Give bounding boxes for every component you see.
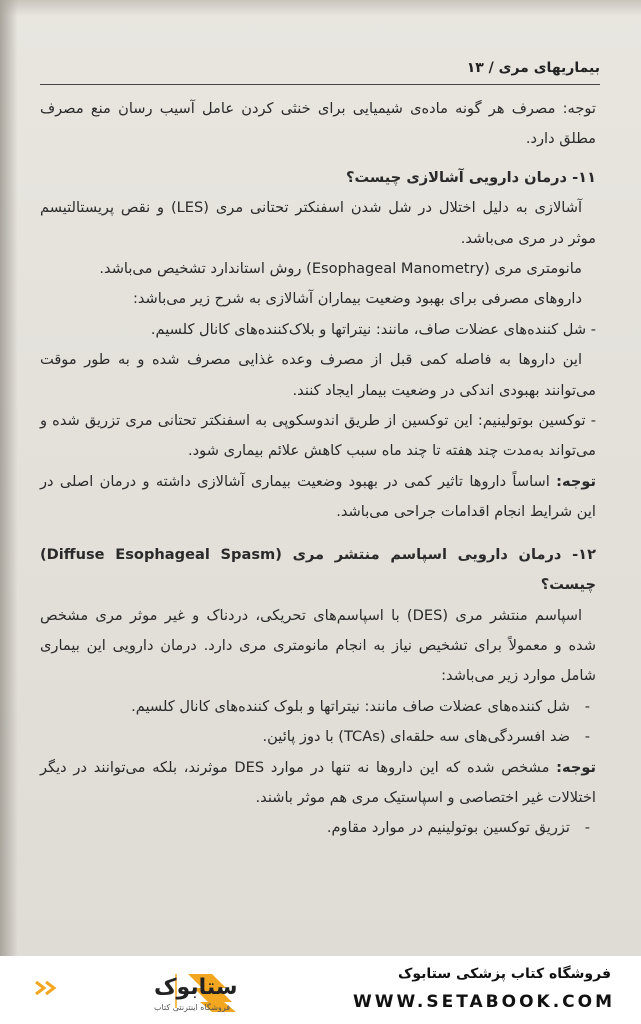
store-url-link[interactable]: WWW.SETABOOK.COM [353, 992, 615, 1012]
svg-text:فروشگاه اینترنتی کتاب: فروشگاه اینترنتی کتاب [154, 1003, 231, 1012]
bullet-dash-icon: - [584, 697, 590, 715]
drug-timing-paragraph: این داروها به فاصله کمی قبل از مصرف وعده غذایی مصرف شده و به طور موقت می‌توانند بهبودی اندکی در وضعیت بیمار ایجاد کنند. [40, 351, 596, 399]
smooth-muscle-relaxants-item: - شل کننده‌های عضلات صاف، مانند: نیتراتها و بلاک‌کننده‌های کانال کلسیم. [150, 320, 596, 338]
des-bullet-1: - شل کننده‌های عضلات صاف مانند: نیتراتها و بلوک کننده‌های کانال کلسیم. [40, 692, 596, 722]
note-paragraph-2: توجه: اساساً داروها تاثیر کمی در بهبود وضعیت بیماری آشالازی داشته و درمان اصلی در این شرایط انجام اقدامات جراحی می‌باشد. [40, 472, 596, 521]
note-paragraph-3: توجه: مشخص شده که این داروها نه تنها در موارد DES موثرند، بلکه می‌توانند در دیگر اختلالات غیر اختصاصی و اسپاستیک مری هم موثر باشند. [40, 758, 596, 806]
running-header: بیماریهای مری / ۱۳ [466, 60, 600, 76]
page-spine-shadow [0, 0, 18, 956]
question-11-heading: ۱۱- درمان دارویی آشالازی چیست؟ [346, 168, 596, 186]
store-footer-banner [0, 956, 641, 1024]
manometry-paragraph: مانومتری مری (Esophageal Manometry) روش استاندارد تشخیص می‌باشد. [99, 260, 582, 278]
achalasia-definition: آشالازی به دلیل اختلال در شل شدن اسفنکتر تحتانی مری (LES) و نقص پریستالتیسم موثر در مری می‌باشد. [40, 199, 596, 247]
page-top-shadow [0, 0, 641, 16]
page-body [40, 94, 596, 844]
bullet-dash-icon: - [584, 728, 590, 746]
drugs-intro: داروهای مصرفی برای بهبود وضعیت بیماران آشالازی به شرح زیر می‌باشد: [132, 290, 582, 308]
des-bullet-3: - تزریق توکسین بوتولینیم در موارد مقاوم. [40, 813, 596, 843]
page-header [40, 58, 600, 86]
botox-item: - توکسین بوتولینیم: این توکسین از طریق اندوسکوپی به اسفنکتر تحتانی مری تزریق شده و می‌تواند به‌مدت چند هفته تا چند ماه سبب کاهش علائم بیماری شود. [40, 412, 596, 460]
setabook-logo[interactable] [30, 968, 260, 1014]
header-rule [40, 84, 600, 85]
store-name: فروشگاه کتاب پزشکی ستابوک [398, 966, 611, 982]
svg-text:ستابوک: ستابوک [154, 975, 238, 1000]
des-definition: اسپاسم منتشر مری (DES) با اسپاسم‌های تحریکی، دردناک و غیر موثر مری مشخص شده و معمولاً برای تشخیص نیاز به انجام مانومتری مری دارد. درمان دارویی این بیماری شامل موارد زیر می‌باشد: [40, 606, 596, 685]
des-bullet-2: - ضد افسردگی‌های سه حلقه‌ای (TCAs) با دوز پائین. [40, 722, 596, 752]
question-12-heading: ۱۲- درمان دارویی اسپاسم منتشر مری (Diffuse Esophageal Spasm) چیست؟ [40, 545, 596, 594]
setabook-logo-icon [30, 968, 260, 1014]
note-paragraph-1: توجه: مصرف هر گونه ماده‌ی شیمیایی برای خنثی کردن عامل آسیب رسان منع مصرف مطلق دارد. [40, 100, 596, 148]
bullet-dash-icon: - [584, 819, 590, 837]
